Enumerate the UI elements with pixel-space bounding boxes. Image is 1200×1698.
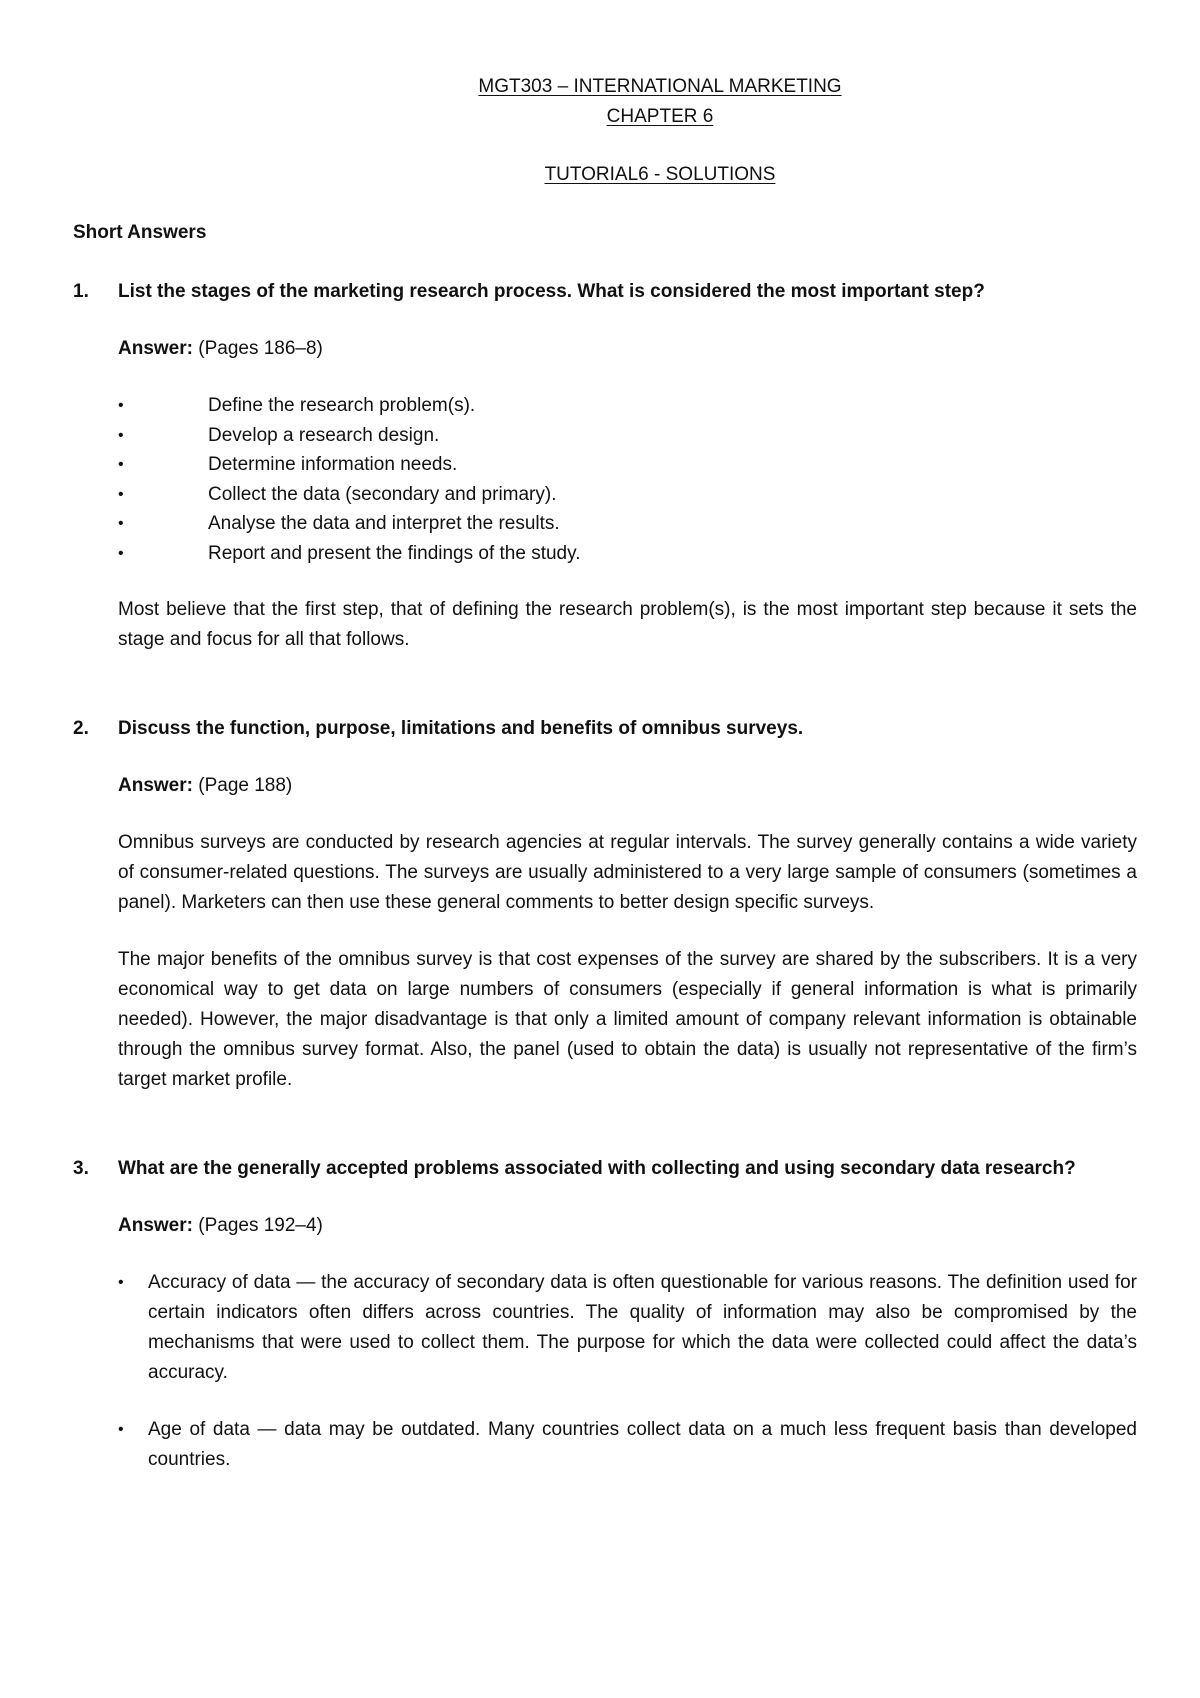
question-3 (73, 1154, 1137, 1184)
bullet-icon: • (118, 1274, 124, 1291)
stage-list (118, 391, 1137, 568)
question-text: Discuss the function, purpose, limitations and benefits of omnibus surveys. (118, 718, 804, 739)
bullet-icon: • (118, 485, 124, 503)
stage-text: Define the research problem(s). (208, 395, 476, 416)
answer-2 (118, 771, 1137, 1095)
document-header (73, 72, 1137, 190)
list-item (118, 1415, 1137, 1475)
answer-paragraph: The major benefits of the omnibus survey is that cost expenses of the survey are shared by the subscribers. It is a very economical way to get data on large numbers of consumers (especially if general information is what is primarily needed). However, the major disadvantage is that only a limited amount of company relevant information is obtainable through the omnibus survey format. Also, the panel (used to obtain the data) is usually not representative of the firm’s target market profile. (118, 949, 1137, 1090)
list-item (118, 480, 1137, 510)
page-reference: (Pages 192–4) (192, 1215, 323, 1236)
section-title: Short Answers (73, 222, 207, 243)
chapter-title: CHAPTER 6 (606, 106, 714, 127)
list-item (118, 391, 1137, 421)
bullet-icon: • (118, 515, 124, 532)
problem-list (118, 1268, 1137, 1475)
answer-label: Answer: (118, 775, 193, 796)
stage-text: Analyse the data and interpret the results. (208, 513, 560, 534)
question-number: 2. (73, 718, 89, 739)
answer-paragraph: Most believe that the first step, that of defining the research problem(s), is the most important step because it sets the stage and focus for all that follows. (118, 599, 1137, 650)
bullet-icon: • (118, 397, 124, 414)
spacer (73, 1095, 1137, 1125)
problem-text: Accuracy of data — the accuracy of secondary data is often questionable for various reasons. The definition used for certain indicators often differs across countries. The quality of information may also be compromised by the mechanisms that were used to collect them. The purpose for which the data were collected could affect the data’s accuracy. (148, 1272, 1137, 1383)
question-number: 1. (73, 281, 89, 302)
page-reference: (Page 188) (192, 775, 293, 796)
list-item (118, 421, 1137, 451)
answer-reference (118, 1211, 1137, 1241)
bullet-icon: • (118, 426, 124, 444)
answer-reference (118, 334, 1137, 364)
list-item (118, 1268, 1137, 1388)
bullet-icon: • (118, 1421, 124, 1438)
problem-text: Age of data — data may be outdated. Many countries collect data on a much less frequent basis than developed countries. (148, 1419, 1137, 1470)
bullet-icon: • (118, 456, 124, 473)
question-2 (73, 714, 1137, 744)
list-item (118, 450, 1137, 480)
answer-label: Answer: (118, 338, 193, 359)
stage-text: Collect the data (secondary and primary). (208, 483, 557, 505)
stage-text: Develop a research design. (208, 424, 440, 446)
question-text: List the stages of the marketing research process. What is considered the most important step? (118, 281, 985, 302)
answer-3 (118, 1211, 1137, 1475)
answer-label: Answer: (118, 1215, 193, 1236)
question-1 (73, 277, 1137, 307)
list-item (118, 509, 1137, 539)
bullet-icon: • (118, 544, 124, 562)
course-title: MGT303 – INTERNATIONAL MARKETING (478, 76, 842, 97)
stage-text: Determine information needs. (208, 454, 458, 475)
tutorial-title: TUTORIAL6 - SOLUTIONS (544, 164, 776, 185)
question-text: What are the generally accepted problems associated with collecting and using secondary data research? (118, 1158, 1076, 1179)
page-reference: (Pages 186–8) (192, 338, 323, 359)
stage-text: Report and present the findings of the study. (208, 542, 581, 564)
list-item (118, 539, 1137, 569)
question-number: 3. (73, 1158, 89, 1179)
spacer (73, 655, 1137, 685)
answer-paragraph: Omnibus surveys are conducted by research agencies at regular intervals. The survey generally contains a wide variety of consumer-related questions. The surveys are usually administered to a very large sample of consumers (sometimes a panel). Marketers can then use these general comments to better design specific surveys. (118, 832, 1137, 913)
answer-1 (118, 334, 1137, 655)
answer-reference (118, 771, 1137, 801)
